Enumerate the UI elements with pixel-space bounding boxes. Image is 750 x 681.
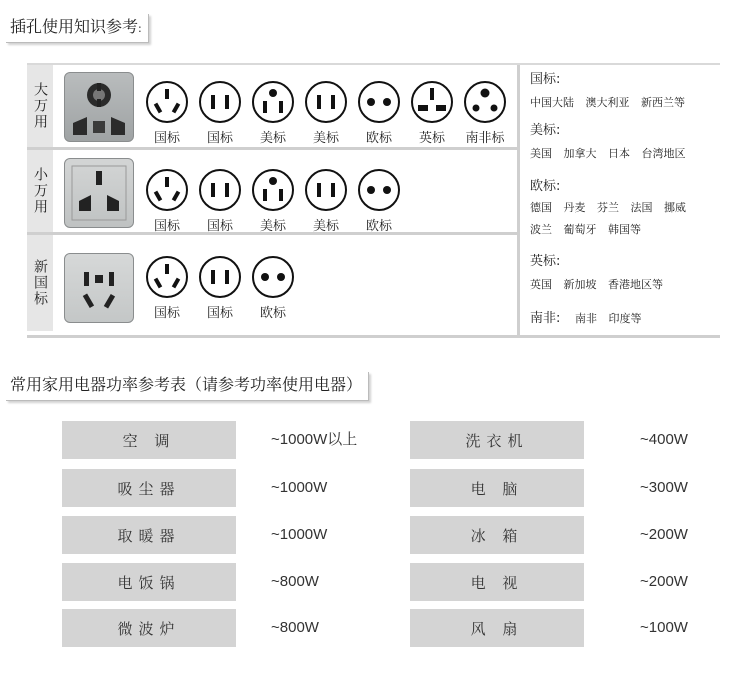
plug-eu bbox=[356, 168, 402, 234]
row-label-text: 小万用 bbox=[32, 167, 48, 215]
socket-panel bbox=[27, 63, 720, 338]
plug-eu bbox=[250, 255, 296, 321]
plug-uk bbox=[409, 80, 455, 146]
new-national-socket-photo bbox=[64, 253, 134, 323]
plug-cn-2pin bbox=[197, 255, 243, 321]
socket-row-new-national bbox=[27, 235, 517, 331]
appliance-name: 取暖器 bbox=[62, 516, 236, 554]
appliance-name: 冰 箱 bbox=[410, 516, 584, 554]
section-title-text: 常用家用电器功率参考表（请参考功率使用电器） bbox=[10, 375, 363, 394]
appliance-power: ~800W bbox=[271, 573, 319, 590]
plug-za bbox=[462, 80, 508, 146]
panel-divider bbox=[517, 65, 520, 335]
row-label bbox=[27, 235, 53, 331]
plug-caption: 国标 bbox=[206, 306, 233, 321]
appliance-power: ~200W bbox=[640, 526, 688, 543]
appliance-power: ~100W bbox=[640, 619, 688, 636]
plug-caption: 英标 bbox=[418, 131, 445, 146]
region-title-uk: 英标: bbox=[530, 254, 561, 269]
section-title-socket bbox=[6, 14, 149, 43]
row-label bbox=[27, 150, 53, 232]
appliance-name: 微波炉 bbox=[62, 609, 236, 647]
plug-caption: 国标 bbox=[153, 306, 180, 321]
plug-caption: 美标 bbox=[259, 131, 286, 146]
plug-caption: 国标 bbox=[153, 219, 180, 234]
plug-cn-3pin bbox=[144, 255, 190, 321]
universal-socket-small-photo bbox=[64, 158, 134, 228]
plug-us-3pin bbox=[250, 80, 296, 146]
plug-us-3pin bbox=[250, 168, 296, 234]
plug-caption: 美标 bbox=[259, 219, 286, 234]
plug-caption: 南非标 bbox=[465, 131, 505, 146]
plug-caption: 国标 bbox=[153, 131, 180, 146]
region-title-eu: 欧标: bbox=[530, 179, 561, 194]
title-colon: : bbox=[138, 22, 142, 35]
section-title-power bbox=[6, 372, 369, 401]
plug-caption: 国标 bbox=[206, 219, 233, 234]
plug-cn-3pin bbox=[144, 80, 190, 146]
region-title-za: 南非: bbox=[530, 311, 561, 326]
appliance-name: 风 扇 bbox=[410, 609, 584, 647]
plug-caption: 欧标 bbox=[365, 131, 392, 146]
appliance-name: 电 脑 bbox=[410, 469, 584, 507]
row-label-text: 新国标 bbox=[32, 259, 48, 307]
region-line-uk: 英国 新加坡 香港地区等 bbox=[530, 278, 663, 291]
plug-caption: 美标 bbox=[312, 131, 339, 146]
appliance-power: ~200W bbox=[640, 573, 688, 590]
plug-caption: 美标 bbox=[312, 219, 339, 234]
appliance-power: ~1000W bbox=[271, 526, 328, 543]
region-line-us: 美国 加拿大 日本 台湾地区 bbox=[530, 147, 686, 160]
plug-cn-2pin bbox=[197, 168, 243, 234]
socket-row-universal-large bbox=[27, 65, 517, 150]
plug-us-2pin bbox=[303, 168, 349, 234]
plug-cn-3pin bbox=[144, 168, 190, 234]
plug-caption: 欧标 bbox=[259, 306, 286, 321]
region-line-cn: 中国大陆 澳大利亚 新西兰等 bbox=[530, 96, 685, 109]
appliance-power: ~1000W bbox=[271, 479, 328, 496]
socket-row-universal-small bbox=[27, 150, 517, 235]
region-line-eu-1: 德国 丹麦 芬兰 法国 挪威 bbox=[530, 201, 686, 214]
region-line-za: 南非 印度等 bbox=[575, 312, 642, 325]
plug-us-2pin bbox=[303, 80, 349, 146]
plug-caption: 欧标 bbox=[365, 219, 392, 234]
plug-eu bbox=[356, 80, 402, 146]
region-line-eu-2: 波兰 葡萄牙 韩国等 bbox=[530, 223, 641, 236]
row-label bbox=[27, 65, 53, 147]
region-title-us: 美标: bbox=[530, 123, 561, 138]
appliance-power: ~300W bbox=[640, 479, 688, 496]
section-title-text: 插孔使用知识参考 bbox=[10, 17, 139, 36]
appliance-name: 吸尘器 bbox=[62, 469, 236, 507]
appliance-name: 洗衣机 bbox=[410, 421, 584, 459]
appliance-power: ~800W bbox=[271, 619, 319, 636]
appliance-power: ~1000W以上 bbox=[271, 431, 358, 448]
region-title-cn: 国标: bbox=[530, 72, 561, 87]
row-label-text: 大万用 bbox=[32, 82, 48, 130]
plug-caption: 国标 bbox=[206, 131, 233, 146]
appliance-name: 电饭锅 bbox=[62, 563, 236, 601]
universal-socket-photo bbox=[64, 72, 134, 142]
plug-cn-2pin bbox=[197, 80, 243, 146]
appliance-power: ~400W bbox=[640, 431, 688, 448]
appliance-name: 电 视 bbox=[410, 563, 584, 601]
appliance-name: 空 调 bbox=[62, 421, 236, 459]
